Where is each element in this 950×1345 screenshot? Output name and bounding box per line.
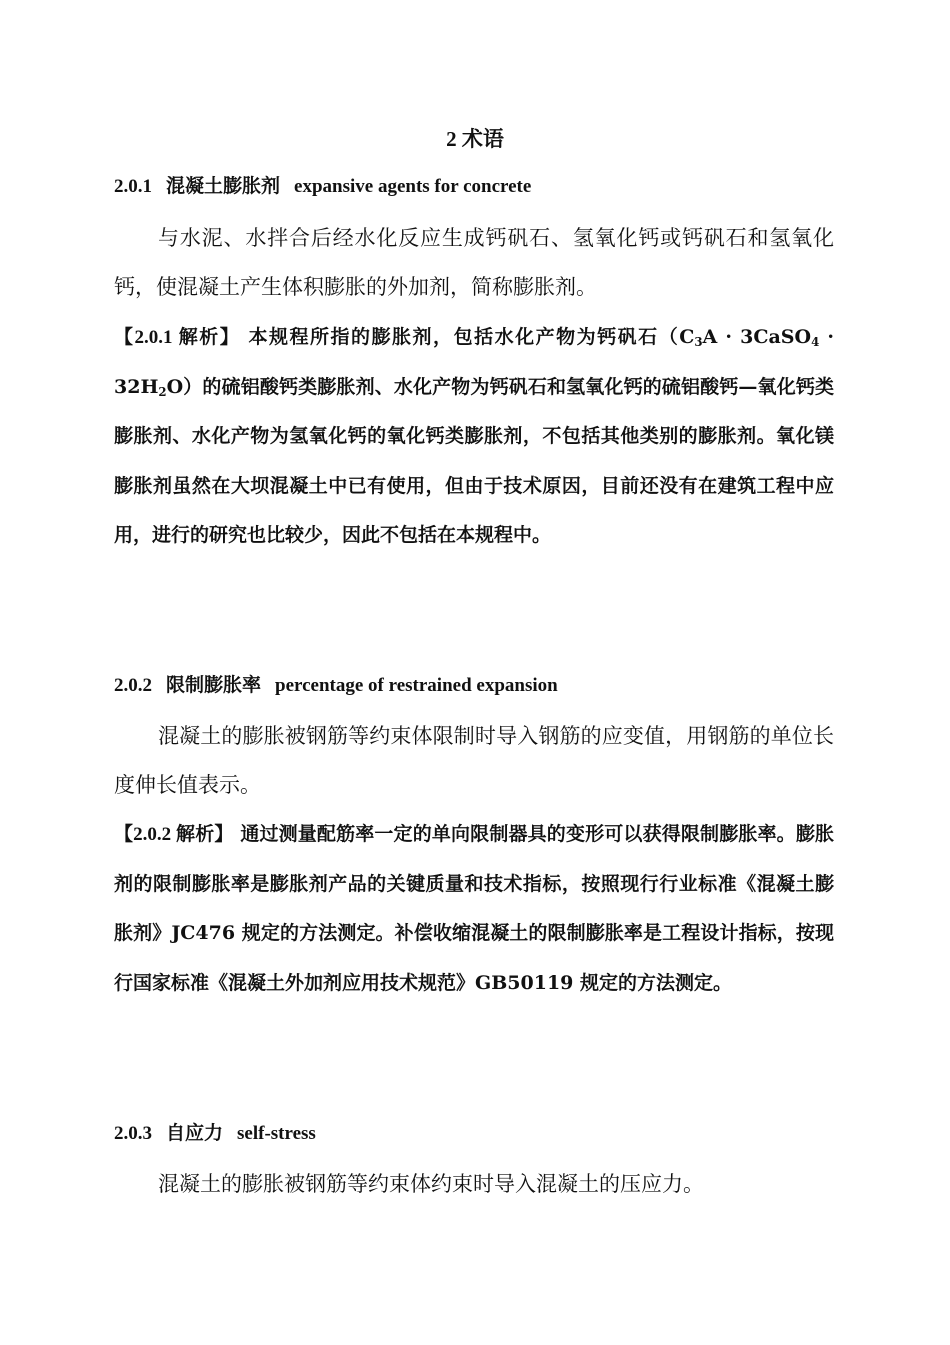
term-number: 2.0.2 bbox=[114, 675, 152, 696]
term-number: 2.0.1 bbox=[114, 176, 152, 197]
term-chinese: 限制膨胀率 bbox=[166, 675, 262, 696]
formula-subscript: 3 bbox=[694, 334, 703, 349]
term-definition-2-0-2: 混凝土的膨胀被钢筋等约束体限制时导入钢筋的应变值，用钢筋的单位长度伸长值表示。 bbox=[114, 724, 834, 797]
term-definition-2-0-3: 混凝土的膨胀被钢筋等约束体约束时导入混凝土的压应力。 bbox=[158, 1172, 704, 1196]
term-english: self-stress bbox=[237, 1123, 316, 1144]
formula-subscript: 4 bbox=[811, 334, 820, 349]
note-text: O）的硫铝酸钙类膨胀剂、水化产物为钙矾石和氢氧化钙的硫铝酸钙—氧化钙类膨胀剂、水化产物为氢氧化钙的氧化钙类膨胀剂，不包括其他类别的膨胀剂。氧化镁膨胀剂虽然在大坝混凝土中已有使用，但由于技术原因，目前还没有在建筑工程中应用，进行的研究也比较少，因此不包括在本规程中。 bbox=[114, 375, 834, 546]
note-tag: 【2.0.2 解析】 bbox=[114, 824, 234, 845]
note-text: 本规程所指的膨胀剂，包括水化产物为钙矾石（C bbox=[248, 326, 695, 348]
note-tag: 【2.0.1 解析】 bbox=[114, 327, 241, 348]
term-english: expansive agents for concrete bbox=[294, 176, 532, 197]
term-chinese: 自应力 bbox=[166, 1123, 224, 1144]
term-heading-2-0-2 bbox=[114, 671, 854, 701]
note-text: 通过测量配筋率一定的单向限制器具的变形可以获得限制膨胀率。膨胀剂的限制膨胀率是膨胀剂产品的关键质量和技术指标，按照现行行业标准《混凝土膨胀剂》JC476 规定的方法测定。补偿收缩混凝土的限制膨胀率是工程设计指标，按现行国家标准《混凝土外加剂应用技术规范》GB50119 规定的方法测定。 bbox=[114, 823, 834, 994]
term-chinese: 混凝土膨胀剂 bbox=[166, 176, 281, 197]
term-heading-2-0-1 bbox=[114, 172, 854, 202]
formula-text: · 32H bbox=[114, 326, 834, 398]
term-number: 2.0.3 bbox=[114, 1123, 152, 1144]
formula-subscript: 2 bbox=[158, 384, 167, 399]
formula-text: A · 3CaSO bbox=[702, 326, 812, 348]
section-title: 2 术语 bbox=[446, 127, 504, 151]
term-definition-2-0-1: 与水泥、水拌合后经水化反应生成钙矾石、氢氧化钙或钙矾石和氢氧化钙，使混凝土产生体积膨胀的外加剂，简称膨胀剂。 bbox=[114, 226, 834, 299]
term-note-2-0-2 bbox=[114, 810, 834, 1008]
term-note-2-0-1 bbox=[114, 313, 834, 561]
term-heading-2-0-3 bbox=[114, 1119, 854, 1149]
term-english: percentage of restrained expansion bbox=[275, 675, 558, 696]
